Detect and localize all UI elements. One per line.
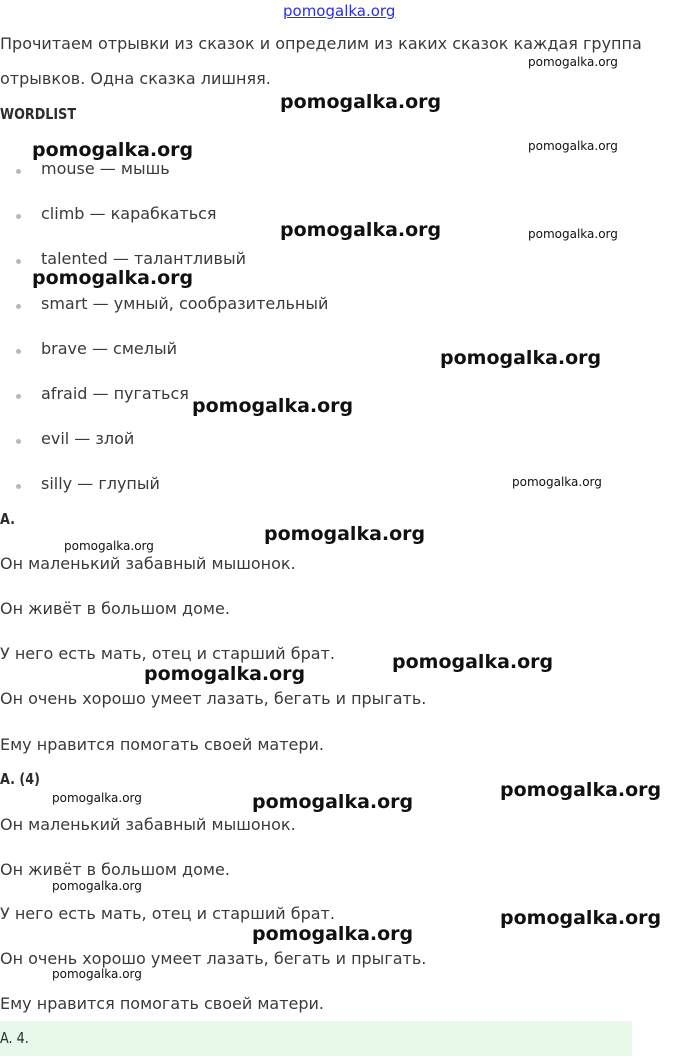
section-a-line: Он очень хорошо умеет лазать, бегать и прыгать. xyxy=(0,689,427,708)
section-a-line: Он маленький забавный мышонок. xyxy=(0,554,296,573)
watermark: pomogalka.org xyxy=(32,139,194,161)
watermark: pomogalka.org xyxy=(52,967,142,981)
watermark: pomogalka.org xyxy=(264,523,426,545)
wordlist-item: climb — карабкаться xyxy=(41,204,217,223)
watermark: pomogalka.org xyxy=(528,55,618,69)
list-bullet xyxy=(16,304,21,309)
watermark: pomogalka.org xyxy=(144,663,306,685)
wordlist-item: mouse — мышь xyxy=(41,159,170,178)
section-a4-heading: A. (4) xyxy=(0,770,40,788)
watermark: pomogalka.org xyxy=(440,347,602,369)
wordlist-item: smart — умный, сообразительный xyxy=(41,294,329,313)
list-bullet xyxy=(16,439,21,444)
section-a4-line: Он маленький забавный мышонок. xyxy=(0,815,296,834)
section-a4-line: Ему нравится помогать своей матери. xyxy=(0,994,324,1013)
intro-line-2: отрывков. Одна сказка лишняя. xyxy=(0,69,271,88)
watermark: pomogalka.org xyxy=(52,791,142,805)
list-bullet xyxy=(16,349,21,354)
watermark: pomogalka.org xyxy=(252,791,414,813)
section-a4-line: Он очень хорошо умеет лазать, бегать и прыгать. xyxy=(0,949,427,968)
list-bullet xyxy=(16,259,21,264)
watermark: pomogalka.org xyxy=(280,91,442,113)
wordlist-item: talented — талантливый xyxy=(41,249,246,268)
wordlist-heading: WORDLIST xyxy=(0,105,77,123)
answer-text: A. 4. xyxy=(0,1029,29,1047)
wordlist-item: afraid — пугаться xyxy=(41,384,189,403)
list-bullet xyxy=(16,484,21,489)
watermark: pomogalka.org xyxy=(192,395,354,417)
wordlist-item: brave — смелый xyxy=(41,339,177,358)
section-a-line: У него есть мать, отец и старший брат. xyxy=(0,644,335,663)
watermark: pomogalka.org xyxy=(52,879,142,893)
watermark: pomogalka.org xyxy=(392,651,554,673)
list-bullet xyxy=(16,394,21,399)
watermark: pomogalka.org xyxy=(512,475,602,489)
answer-box xyxy=(0,1021,632,1056)
watermark: pomogalka.org xyxy=(500,907,662,929)
watermark: pomogalka.org xyxy=(64,539,154,553)
site-link[interactable]: pomogalka.org xyxy=(283,2,396,20)
watermark: pomogalka.org xyxy=(280,219,442,241)
section-a-line: Ему нравится помогать своей матери. xyxy=(0,735,324,754)
watermark: pomogalka.org xyxy=(528,227,618,241)
list-bullet xyxy=(16,214,21,219)
section-a4-line: Он живёт в большом доме. xyxy=(0,860,230,879)
wordlist-item: evil — злой xyxy=(41,429,135,448)
watermark: pomogalka.org xyxy=(500,779,662,801)
intro-line-1: Прочитаем отрывки из сказок и определим из каких сказок каждая группа xyxy=(0,34,642,53)
list-bullet xyxy=(16,169,21,174)
section-a4-line: У него есть мать, отец и старший брат. xyxy=(0,904,335,923)
watermark: pomogalka.org xyxy=(32,267,194,289)
watermark: pomogalka.org xyxy=(252,923,414,945)
section-a-line: Он живёт в большом доме. xyxy=(0,599,230,618)
wordlist-item: silly — глупый xyxy=(41,474,160,493)
watermark: pomogalka.org xyxy=(528,139,618,153)
section-a-heading: A. xyxy=(0,510,15,528)
